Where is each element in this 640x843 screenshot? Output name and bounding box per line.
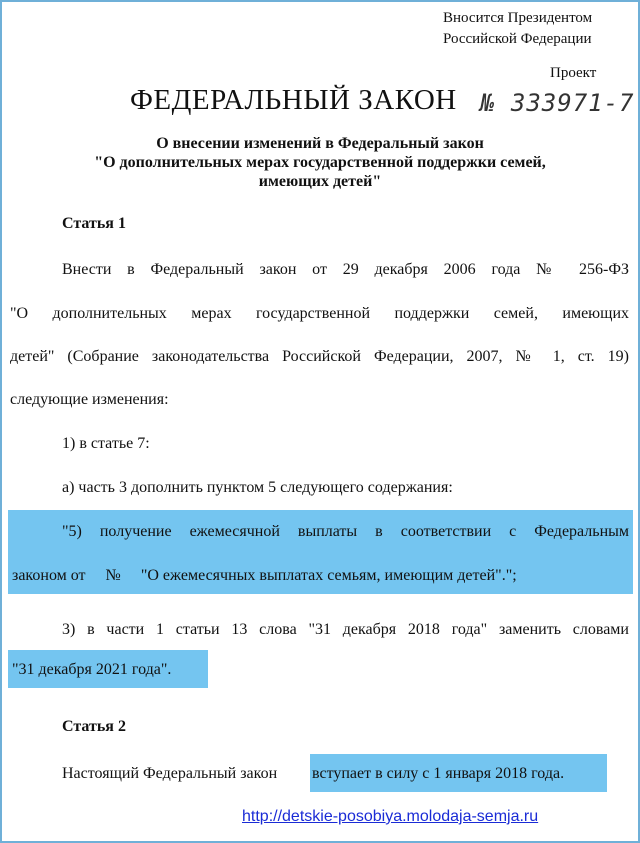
item-3-line1: 3) в части 1 статьи 13 слова "31 декабря 2018 года" заменить словами [62, 621, 629, 638]
article2-heading: Статья 2 [62, 718, 126, 735]
source-link[interactable]: http://detskie-posobiya.molodaja-semja.ru [242, 808, 539, 825]
subtitle-line1: О внесении изменений в Федеральный закон [156, 135, 484, 152]
subtitle-line3: имеющих детей" [258, 173, 382, 190]
quote-line2: законом от № "О ежемесячных выплатах семьям, имеющим детей"."; [12, 567, 517, 584]
subtitle [0, 134, 640, 191]
item-1a: а) часть 3 дополнить пунктом 5 следующего содержания: [62, 479, 453, 496]
quote-line1: "5) получение ежемесячной выплаты в соответствии с Федеральным [62, 523, 629, 540]
subtitle-line2: "О дополнительных мерах государственной поддержки семей, [94, 154, 546, 171]
article1-intro-line1: Внести в Федеральный закон от 29 декабря 2006 года № 256-ФЗ [62, 261, 629, 278]
article1-intro-line3: детей" (Собрание законодательства Российской Федерации, 2007, № 1, ст. 19) [10, 348, 629, 365]
article2-text-part2: вступает в силу с 1 января 2018 года. [312, 765, 565, 782]
draft-label: Проект [550, 65, 597, 81]
document-title: ФЕДЕРАЛЬНЫЙ ЗАКОН [130, 84, 457, 116]
item-3-line2: "31 декабря 2021 года". [12, 661, 172, 678]
article1-heading: Статья 1 [62, 215, 126, 232]
item-1: 1) в статье 7: [62, 435, 150, 452]
article1-intro-line2: "О дополнительных мерах государственной поддержки семей, имеющих [10, 305, 629, 322]
article2-text-part1: Настоящий Федеральный закон [62, 765, 278, 782]
article1-intro-line4: следующие изменения: [10, 391, 169, 408]
submitted-by-line1: Вносится Президентом [443, 10, 593, 26]
registration-number: № 333971-7 [480, 89, 635, 117]
submitted-by-line2: Российской Федерации [443, 31, 592, 47]
